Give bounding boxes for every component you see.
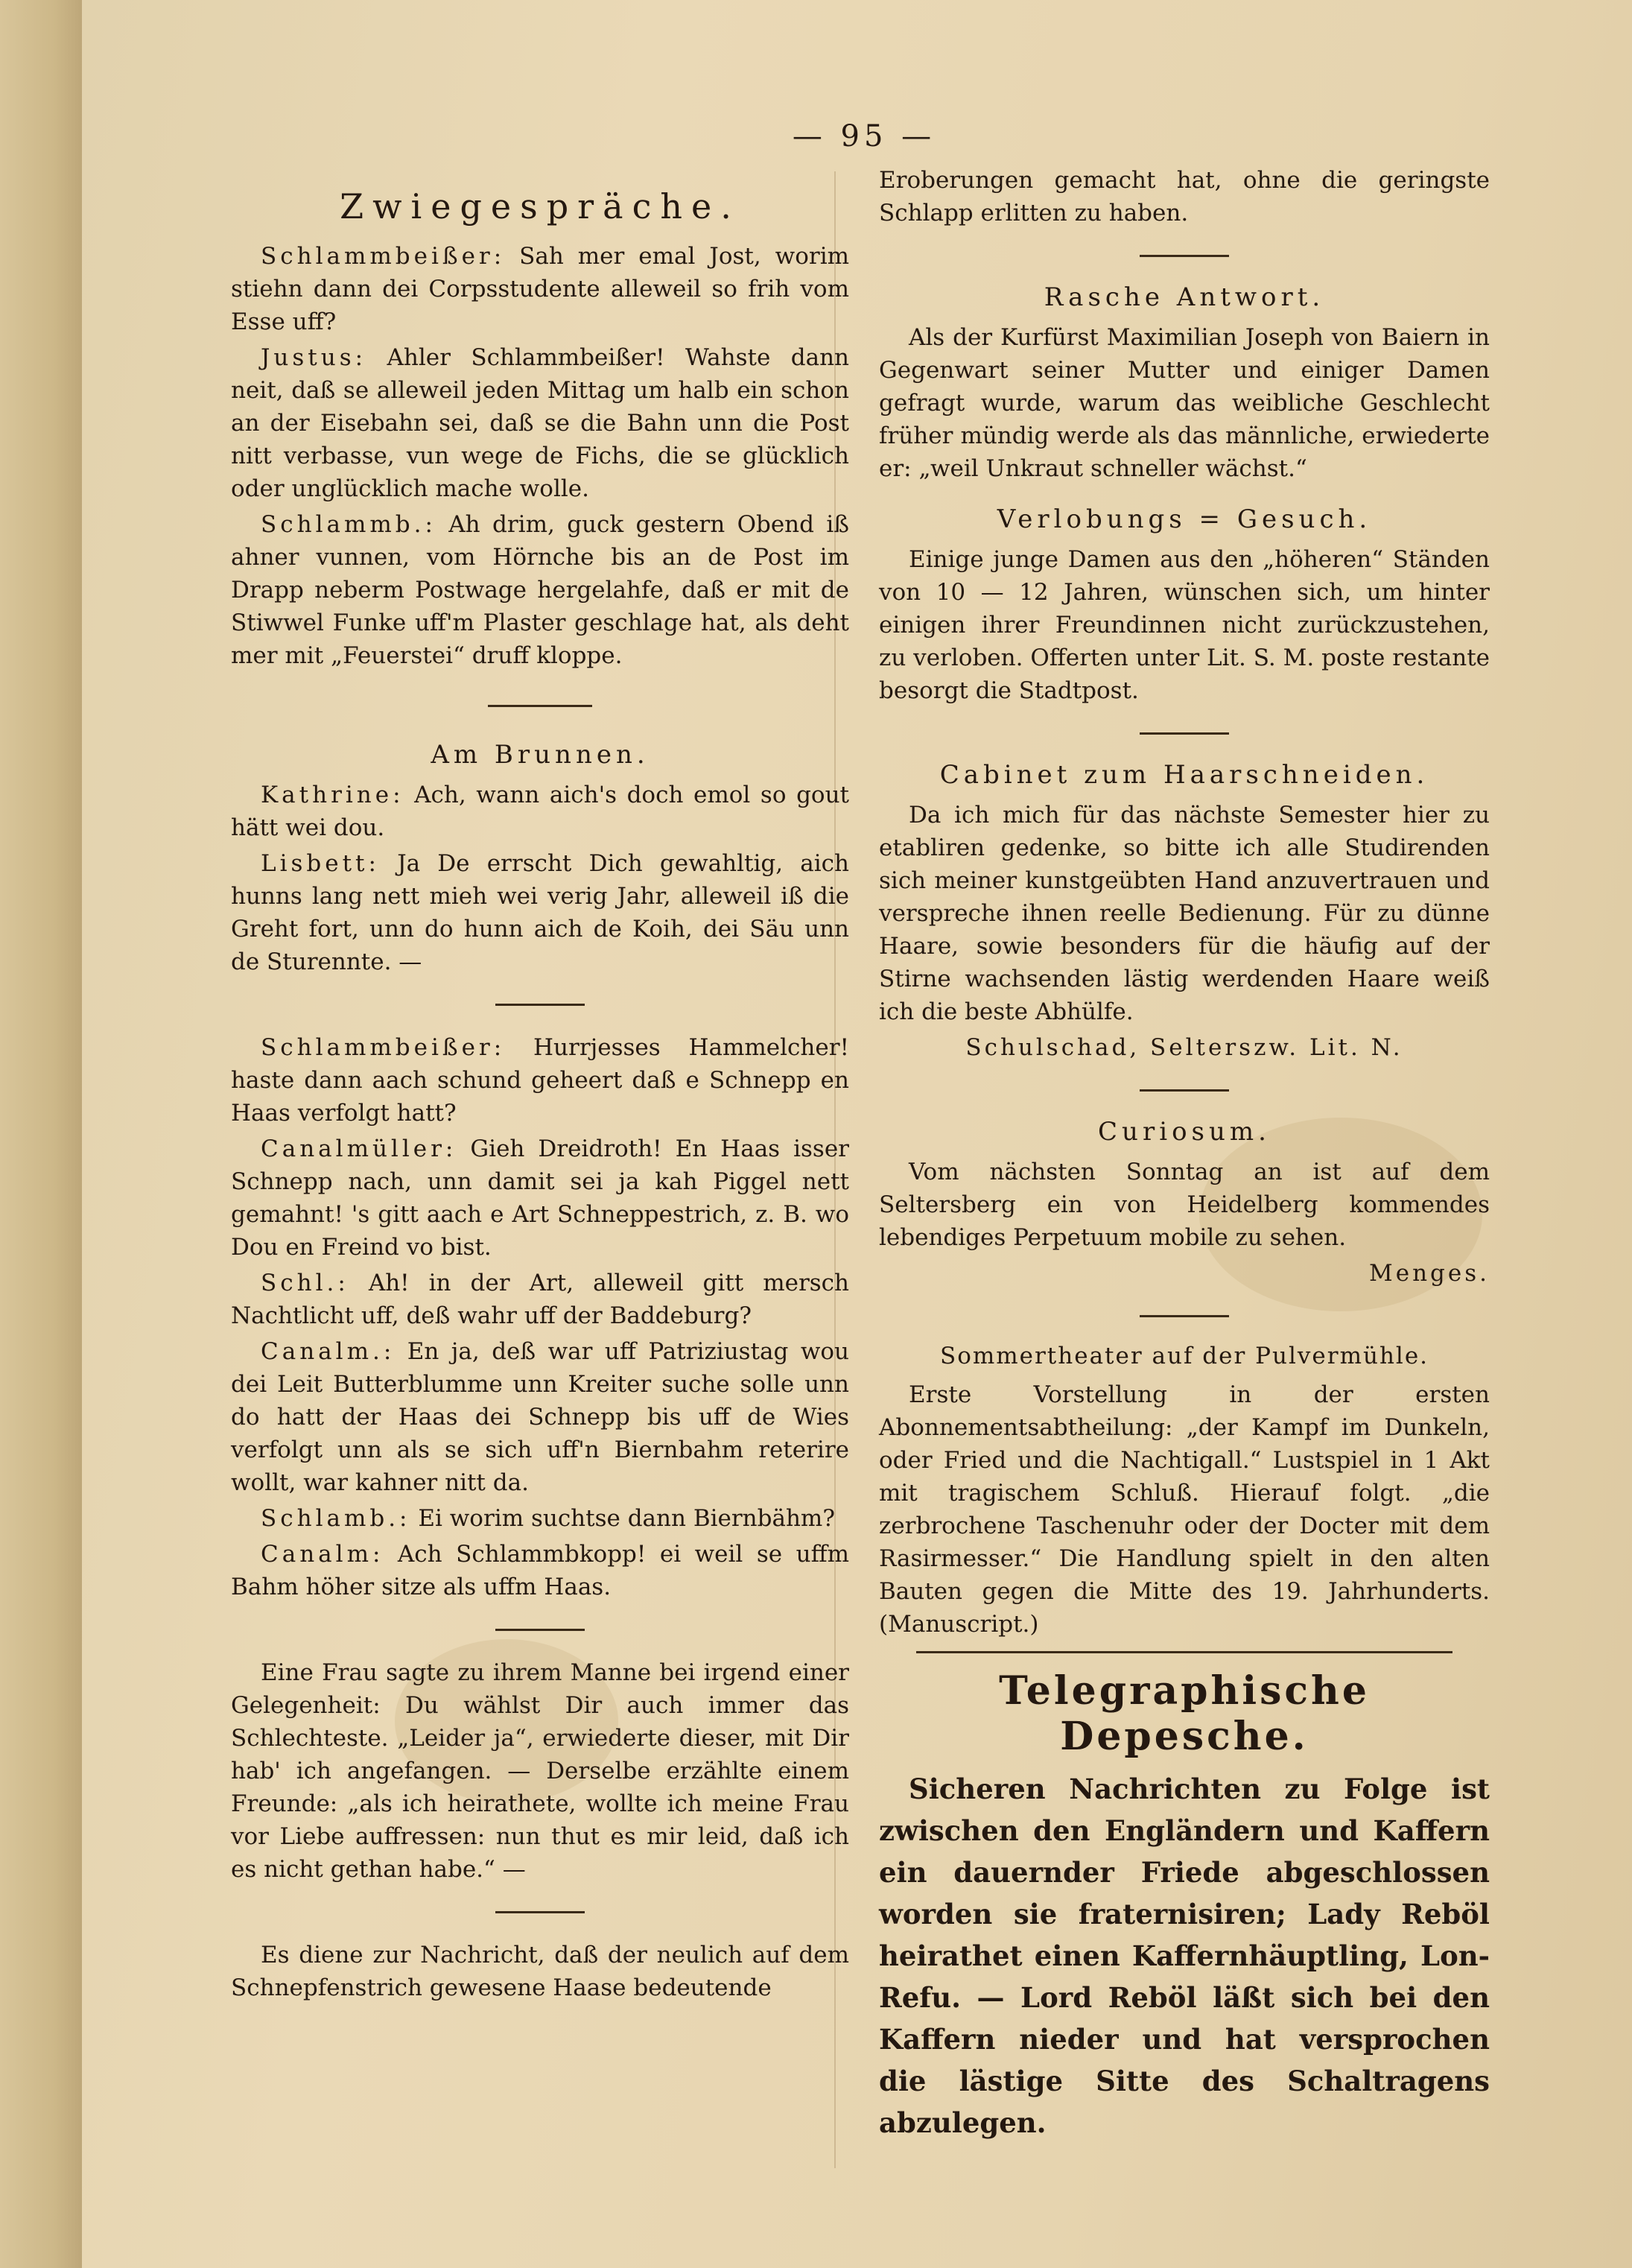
continuation-paragraph: Eroberungen gemacht hat, ohne die geringste Schlapp erlitten zu haben. [879,167,1490,227]
dialogue-line [231,508,849,672]
sommertheater-text: Erste Vorstellung in der ersten Abonnementsabtheilung: „der Kampf im Dunkeln, oder Fried und die Nachtigall.“ Lustspiel in 1 Akt mit tragischem Schluß. Hierauf folgt. „die zerbrochene Taschenuhr oder der Docter mit dem Rasirmesser.“ Die Handlung spielt in den alten Bauten gegen die Mitte des 19. Jahrhunderts. (Manuscript.) [879,1381,1490,1638]
dialogue-line [231,1267,849,1332]
speech: Ach Schlammbkopp! ei weil se uffm Bahm höher sitze als uffm Haas. [231,1541,849,1600]
verlobungs-gesuch-text: Einige junge Damen aus den „höheren“ Ständen von 10 — 12 Jahren, wünschen sich, um hinter einigen ihrer Freundinnen nicht zurückzustehen, zu verloben. Offerten unter Lit. S. M. poste restante besorgt die Stadtpost. [879,546,1490,704]
divider [1140,255,1229,257]
divider [1140,1315,1229,1317]
dialogue-block-2 [231,779,849,978]
section-title-sommertheater: Sommertheater auf der Pulvermühle. [939,1343,1429,1369]
nachricht-paragraph: Es diene zur Nachricht, daß der neulich auf dem Schnepfenstrich gewesene Haase bedeutende [231,1942,849,2001]
speech: En ja, deß war uff Patriziustag wou dei Leit Butterblumme unn Kreiter suche solle unn do hatt der Haas dei Schnepp bis uff de Wies verfolgt unn als se sich uff'n Biernbahm reterire wollt, war kahner nitt da. [231,1338,849,1496]
dialogue-line [231,1502,849,1535]
speaker: Kathrine: [261,782,404,808]
section-title-cabinet: Cabinet zum Haarschneiden. [939,760,1429,790]
speaker: Canalmüller: [261,1135,457,1162]
right-column [879,164,1490,2147]
cabinet-signature: Schulschad, Selterszw. Lit. N. [965,1034,1403,1061]
section-title-zwiegespraeche: Zwiegespräche. [340,186,740,227]
dialogue-line [231,1335,849,1499]
page-number: — 95 — [792,119,936,153]
speech: Ei worim suchtse dann Biernbähm? [418,1505,835,1532]
section-title-verlobungs-gesuch: Verlobungs = Gesuch. [997,504,1372,534]
divider [495,1911,585,1913]
dialogue-line [231,1133,849,1264]
speech: Ach, wann aich's doch emol so gout hätt wei dou. [231,782,850,841]
section-title-am-brunnen: Am Brunnen. [431,740,650,770]
speaker: Schlammb.: [261,511,436,538]
speech: Ja De errscht Dich gewahltig, aich hunns lang nett mieh wei verig Jahr, alleweil iß die Greht fort, unn do hunn aich de Koih, dei Säu unn de Sturennte. — [231,850,849,975]
rasche-antwort-text: Als der Kurfürst Maximilian Joseph von Baiern in Gegenwart seiner Mutter und einiger Damen gefragt wurde, warum das weibliche Geschlecht früher mündig werde als das männliche, erwiederte er: „weil Unkraut schneller wächst.“ [879,324,1490,482]
section-title-telegraphische-depesche: Telegraphische Depesche. [999,1668,1370,1759]
cabinet-text: Da ich mich für das nächste Semester hier zu etabliren gedenke, so bitte ich alle Studirenden sich meiner kunstgeübten Hand anzuvertrauen und verspreche ihnen reelle Bedienung. Für zu dünne Haare, sowie besonders für die häufig auf der Stirne wachsenden lästig werdenden Haare weiß ich die beste Abhülfe. [879,802,1490,1025]
speech: Hurrjesses Hammelcher! haste dann aach schund geheert daß e Schnepp en Haas verfolgt hatt? [231,1034,849,1127]
speech: Gieh Dreidroth! En Haas isser Schnepp nach, unn damit sei ja kah Piggel nett gemahnt! 's gitt aach e Art Schneppestrich, z. B. wo Dou en Freind vo bist. [231,1135,850,1261]
speech: Sah mer emal Jost, worim stiehn dann dei Corpsstudente alleweil so frih vom Esse uff? [231,243,850,335]
divider [916,1651,1452,1653]
divider [1140,1089,1229,1092]
divider [495,1629,585,1631]
dialogue-line [231,1031,849,1130]
dialogue-line [231,847,849,978]
speaker: Schl.: [261,1270,349,1296]
divider [488,705,592,707]
adjacent-page-edge [0,0,89,2268]
speaker: Schlammbeißer: [261,1034,506,1061]
speech: Ahler Schlammbeißer! Wahste dann neit, daß se alleweil jeden Mittag um halb ein schon an der Eisebahn sei, daß se die Bahn unn die Post nitt verbasse, vun wege de Fichs, die se glücklich oder unglücklich mache wolle. [231,344,850,502]
divider [495,1004,585,1006]
speaker: Schlamb.: [261,1505,411,1532]
speaker: Lisbett: [261,850,380,877]
dialogue-block-3 [231,1031,849,1603]
speaker: Schlammbeißer: [261,243,506,270]
curiosum-signature: Menges. [1368,1260,1490,1287]
dialogue-block-1 [231,240,849,672]
speech: Ah! in der Art, alleweil gitt mersch Nachtlicht uff, deß wahr uff der Baddeburg? [231,1270,849,1329]
dialogue-line [231,1538,849,1603]
left-column [231,164,849,2007]
divider [1140,732,1229,735]
speaker: Canalm: [261,1541,384,1568]
depesche-text: Sicheren Nachrichten zu Folge ist zwischen den Engländern und Kaffern ein dauernder Friede abgeschlossen worden sie fraternisiren; Lady Reböl heirathet einen Kaffernhäuptling, Lon-Refu. — Lord Reböl läßt sich bei den Kaffern nieder und hat versprochen die lästige Sitte des Schaltragens abzulegen. [879,1773,1490,2139]
anecdote-paragraph: Eine Frau sagte zu ihrem Manne bei irgend einer Gelegenheit: Du wählst Dir auch immer das Schlechteste. „Leider ja“, erwiederte dieser, mit Dir hab' ich angefangen. — Derselbe erzählte einem Freunde: „als ich heirathete, wollte ich meine Frau vor Liebe auffressen: nun thut es mir leid, daß ich es nicht gethan habe.“ — [231,1659,849,1883]
speaker: Canalm.: [261,1338,396,1365]
dialogue-line [231,240,849,338]
speech: Ah drim, guck gestern Obend iß ahner vunnen, vom Hörnche bis an de Post im Drapp neberm Postwage hergelahfe, daß er mit de Stiwwel Funke uff'm Plaster geschlage hat, als deht mer mit „Feuerstei“ druff kloppe. [231,511,849,669]
curiosum-text: Vom nächsten Sonntag an ist auf dem Seltersberg ein von Heidelberg kommendes lebendiges Perpetuum mobile zu sehen. [879,1159,1490,1251]
section-title-curiosum: Curiosum. [1098,1117,1271,1147]
dialogue-line [231,341,849,505]
telegraphische-depesche [879,1668,1490,2144]
dialogue-line [231,779,849,844]
speaker: Justus: [261,344,367,371]
section-title-rasche-antwort: Rasche Antwort. [1044,282,1325,312]
